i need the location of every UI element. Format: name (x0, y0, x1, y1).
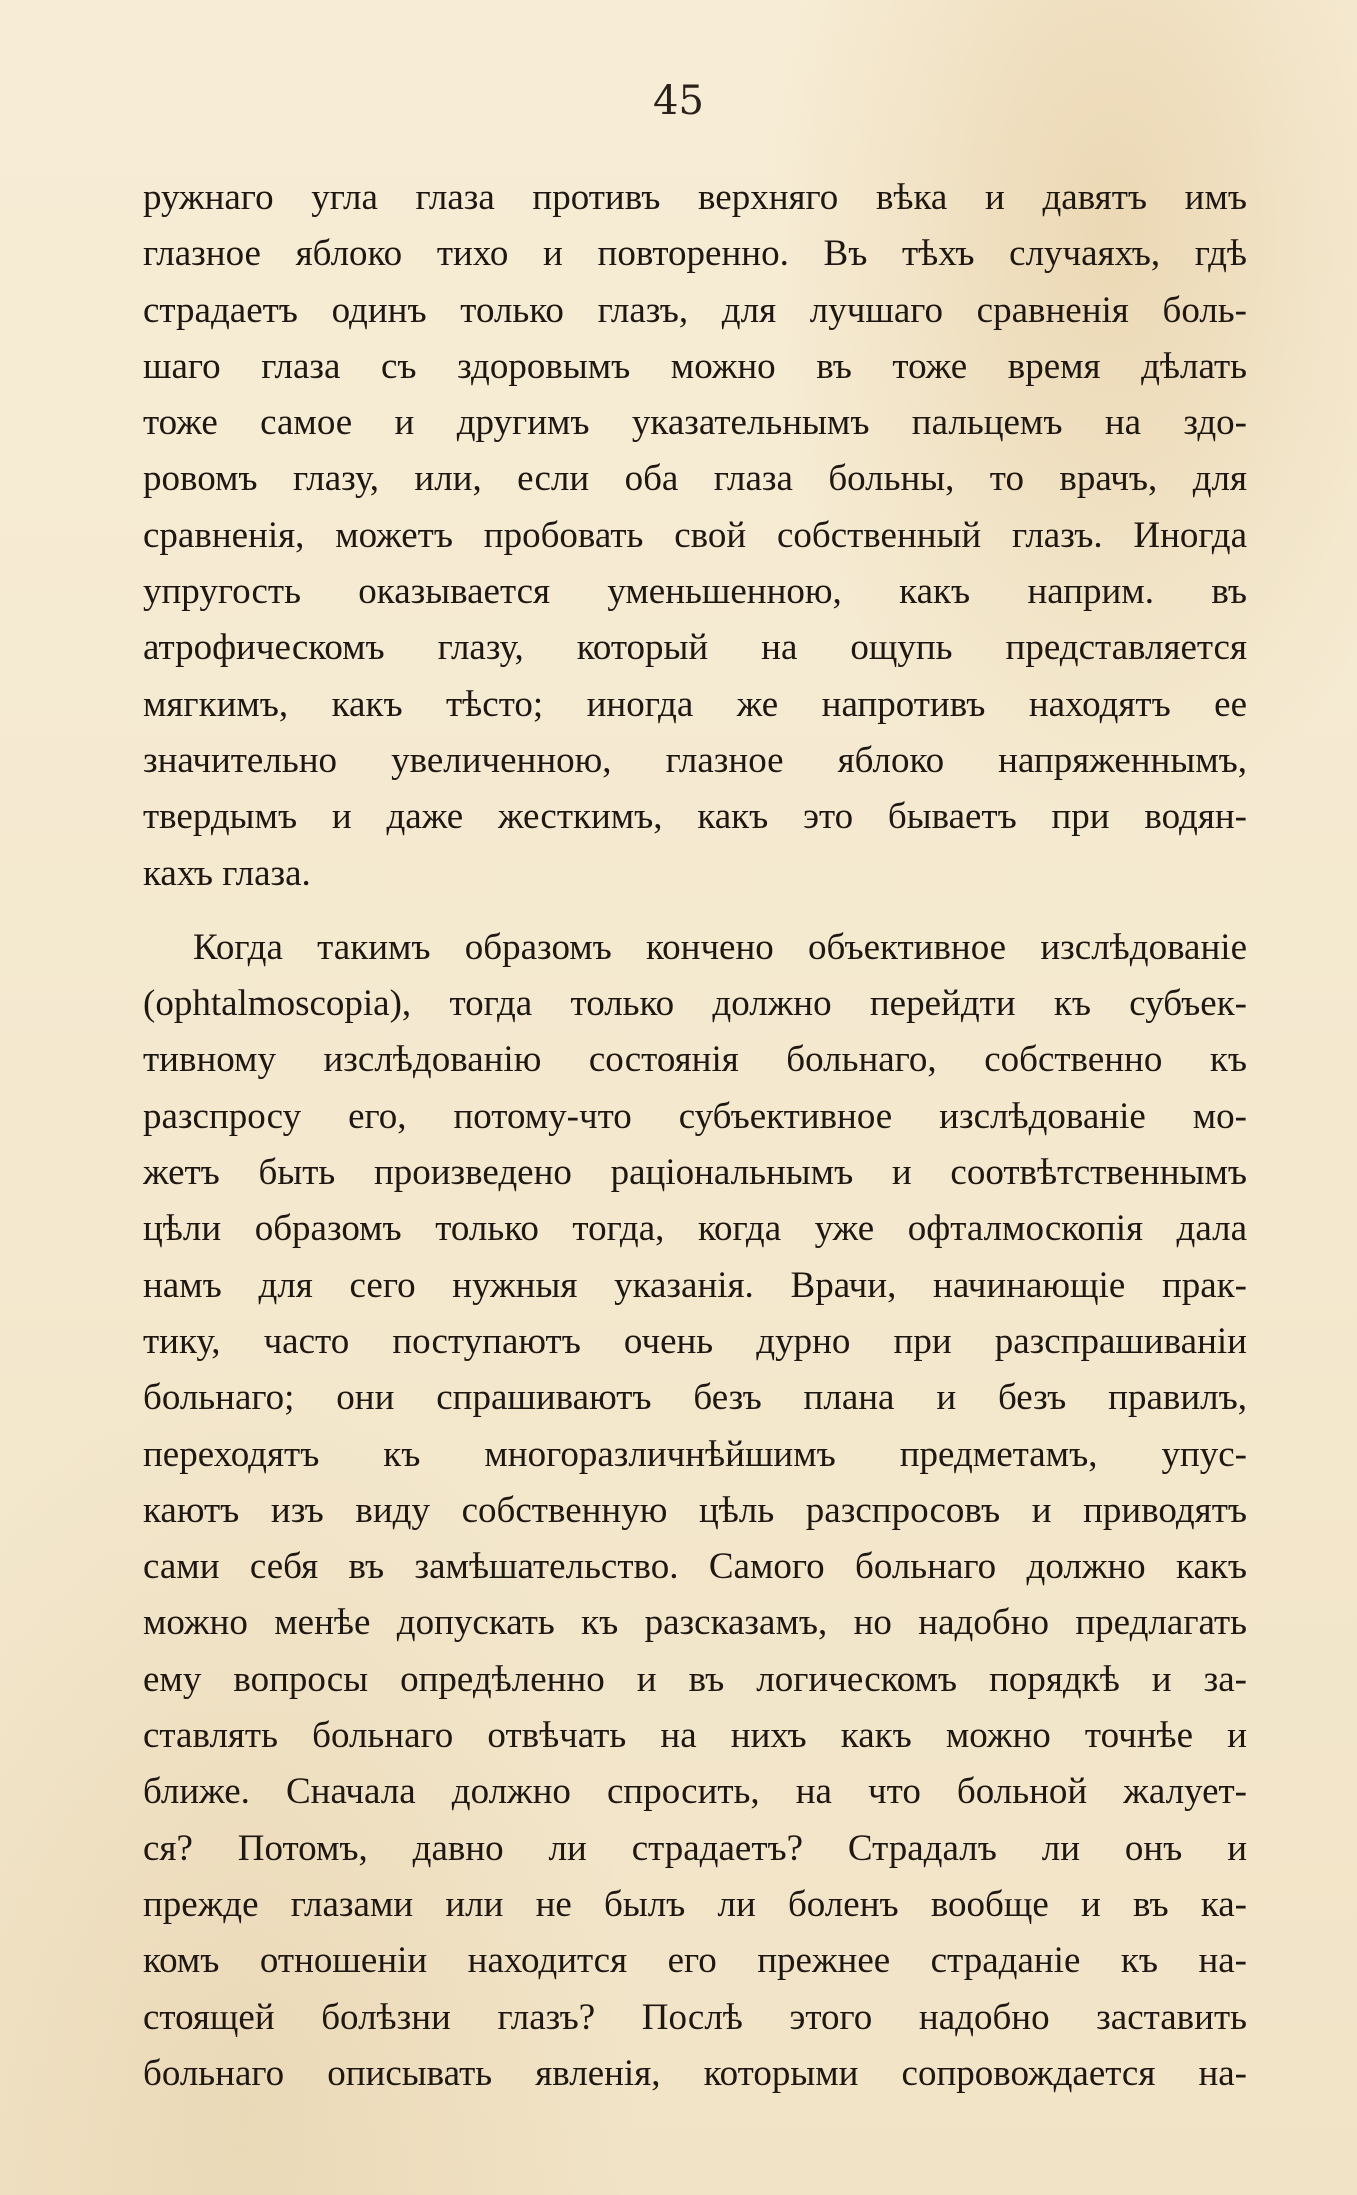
text-line: прежде глазами или не былъ ли боленъ вообще и въ ка- (143, 1883, 1247, 1925)
text-line: мягкимъ, какъ тѣсто; иногда же напротивъ находятъ ее (143, 683, 1247, 725)
text-line: ближе. Сначала должно спросить, на что больной жалует- (143, 1771, 1247, 1813)
text-line: глазное яблоко тихо и повторенно. Въ тѣхъ случаяхъ, гдѣ (143, 233, 1247, 275)
paragraph-1 (143, 170, 1247, 902)
text-line: намъ для сего нужныя указанія. Врачи, начинающіе прак- (143, 1264, 1247, 1306)
text-line: страдаетъ одинъ только глазъ, для лучшаго сравненія боль- (143, 289, 1247, 331)
text-line: Когда такимъ образомъ кончено объективное изслѣдованіе (193, 926, 1247, 968)
text-line: тоже самое и другимъ указательнымъ пальцемъ на здо- (143, 402, 1247, 444)
text-line: сами себя въ замѣшательство. Самого больнаго должно какъ (143, 1546, 1247, 1588)
text-line: тику, часто поступаютъ очень дурно при разспрашиваніи (143, 1320, 1247, 1362)
text-line: жетъ быть произведено раціональнымъ и соотвѣтственнымъ (143, 1152, 1247, 1194)
text-line: сравненія, можетъ пробовать свой собственный глазъ. Иногда (143, 514, 1247, 556)
page-number: 45 (653, 78, 704, 124)
text-line: ся? Потомъ, давно ли страдаетъ? Страдалъ ли онъ и (143, 1827, 1247, 1869)
paragraph-gap (143, 902, 1247, 920)
text-line: комъ отношеніи находится его прежнее страданіе къ на- (143, 1940, 1247, 1982)
text-line: твердымъ и даже жесткимъ, какъ это бываетъ при водян- (143, 796, 1247, 838)
text-line: разспросу его, потому-что субъективное изслѣдованіе мо- (143, 1095, 1247, 1137)
text-line: кахъ глаза. (143, 852, 311, 894)
text-line: ставлять больнаго отвѣчать на нихъ какъ можно точнѣе и (143, 1715, 1247, 1757)
text-line: тивному изслѣдованію состоянія больнаго, собственно къ (143, 1039, 1247, 1081)
text-line: переходятъ къ многоразличнѣйшимъ предметамъ, упус- (143, 1433, 1247, 1475)
text-line: атрофическомъ глазу, который на ощупь представляется (143, 627, 1247, 669)
text-line: каютъ изъ виду собственную цѣль разспросовъ и приводятъ (143, 1489, 1247, 1531)
text-line: ружнаго угла глаза противъ верхняго вѣка и давятъ имъ (143, 177, 1247, 218)
text-line: ровомъ глазу, или, если оба глаза больны, то врачъ, для (143, 458, 1247, 500)
paragraph-2 (143, 920, 1247, 2102)
text-line: стоящей болѣзни глазъ? Послѣ этого надобно заставить (143, 1996, 1247, 2038)
text-line: больнаго; они спрашиваютъ безъ плана и безъ правилъ, (143, 1377, 1247, 1419)
text-line: шаго глаза съ здоровымъ можно въ тоже время дѣлать (143, 345, 1247, 387)
text-line: цѣли образомъ только тогда, когда уже офталмоскопія дала (143, 1208, 1247, 1250)
text-line: значительно увеличенною, глазное яблоко напряженнымъ, (143, 739, 1247, 781)
text-line: (ophtalmoscopia), тогда только должно перейдти къ субъек- (143, 983, 1247, 1025)
body-text (143, 170, 1247, 2102)
text-line: упругость оказывается уменьшенною, какъ наприм. въ (143, 571, 1247, 613)
text-line: ему вопросы опредѣленно и въ логическомъ порядкѣ и за- (143, 1658, 1247, 1700)
text-line: можно менѣе допускать къ разсказамъ, но надобно предлагать (143, 1602, 1247, 1644)
text-line: больнаго описывать явленія, которыми сопровождается на- (143, 2052, 1247, 2094)
